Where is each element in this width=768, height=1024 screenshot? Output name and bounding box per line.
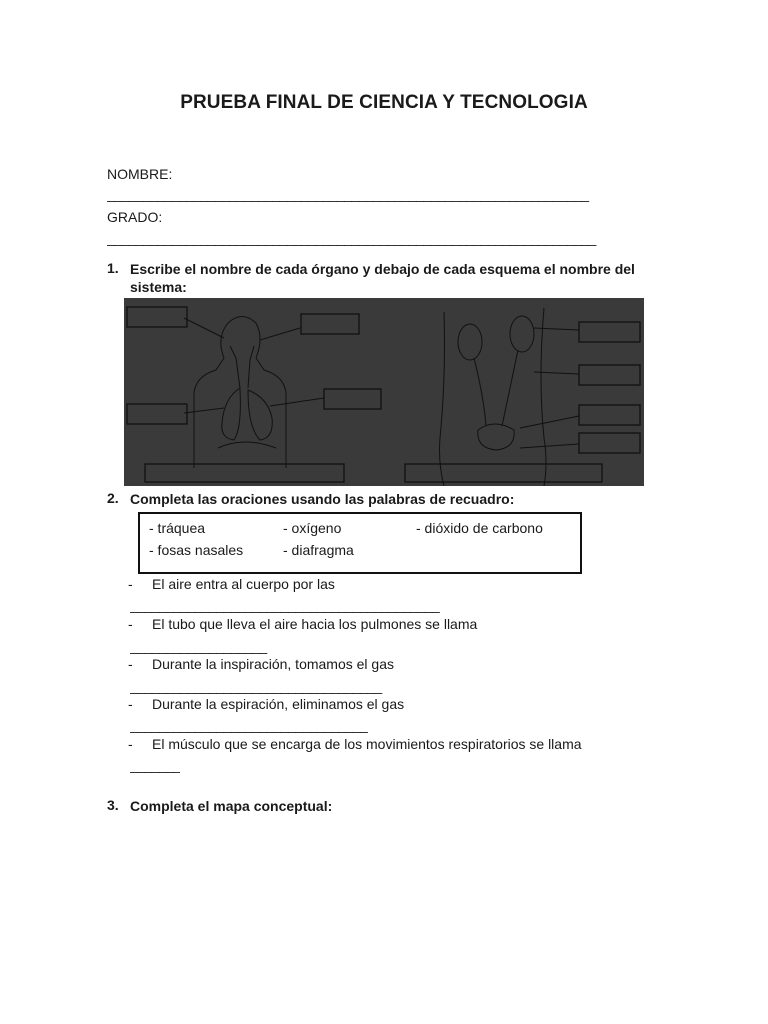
sentence-2: - El tubo que lleva el aire hacia los pulmones se llama	[128, 616, 478, 632]
question-3-number: 3.	[107, 797, 119, 813]
word-traquea: - tráquea	[149, 520, 206, 536]
name-label: NOMBRE:	[107, 166, 173, 182]
question-1-text: Escribe el nombre de cada órgano y debajo de cada esquema el nombre del sistema:	[130, 261, 635, 295]
organ-systems-figure	[124, 298, 644, 486]
grade-blank-line[interactable]: ____________________________________________________________________	[107, 230, 596, 246]
word-oxigeno: - oxígeno	[283, 520, 342, 536]
sentence-5: - El músculo que se encarga de los movimientos respiratorios se llama	[128, 736, 582, 752]
sentence-3-blank[interactable]: ___________________________________	[130, 678, 382, 694]
word-dioxido-de-carbono: - dióxido de carbono	[416, 520, 543, 536]
word-diafragma: - diafragma	[283, 542, 354, 558]
sentence-4-blank[interactable]: _________________________________	[130, 717, 368, 733]
sentence-2-blank[interactable]: ___________________	[130, 638, 267, 654]
sentence-3: - Durante la inspiración, tomamos el gas	[128, 656, 395, 672]
page-title: PRUEBA FINAL DE CIENCIA Y TECNOLOGIA	[180, 92, 588, 113]
question-2-text: Completa las oraciones usando las palabras de recuadro:	[130, 491, 515, 507]
question-3-text: Completa el mapa conceptual:	[130, 798, 333, 814]
word-bank-box	[138, 512, 582, 574]
organ-systems-illustration	[124, 298, 644, 486]
grade-label: GRADO:	[107, 209, 163, 225]
sentence-1: - El aire entra al cuerpo por las	[128, 576, 335, 592]
word-fosas-nasales: - fosas nasales	[149, 542, 244, 558]
name-blank-line[interactable]: ___________________________________________________________________	[107, 186, 589, 202]
question-2-number: 2.	[107, 490, 119, 506]
sentence-4: - Durante la espiración, eliminamos el gas	[128, 696, 405, 712]
sentence-5-blank[interactable]: _______	[130, 757, 180, 773]
question-1-number: 1.	[107, 260, 119, 276]
sentence-1-blank[interactable]: ___________________________________________	[130, 597, 440, 613]
